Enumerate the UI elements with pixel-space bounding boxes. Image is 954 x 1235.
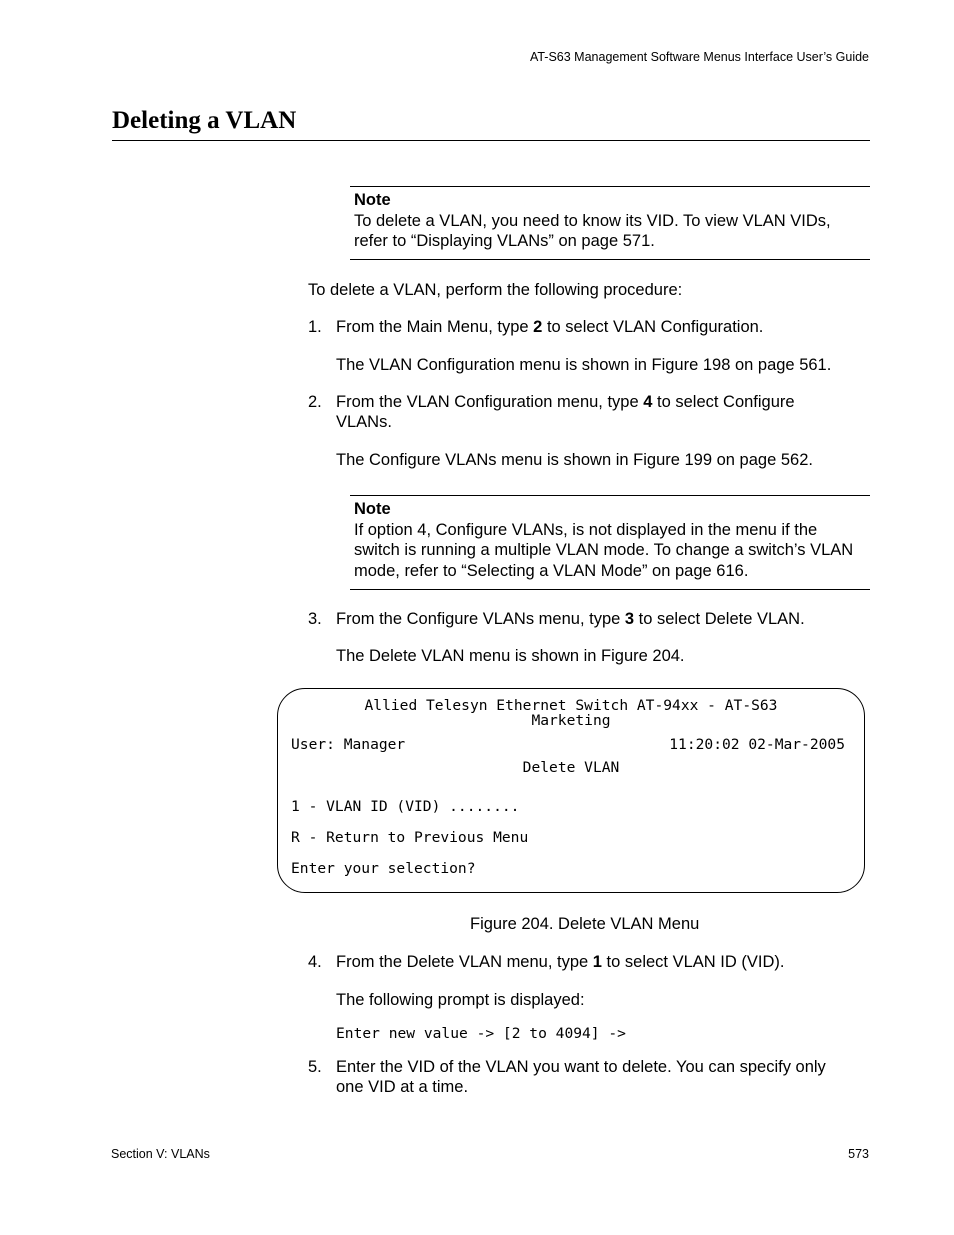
- terminal-prompt: Enter your selection?: [291, 860, 476, 877]
- note-label: Note: [354, 500, 391, 518]
- title-divider: [112, 140, 870, 141]
- step-key: 2: [533, 318, 543, 336]
- step-text: From the Main Menu, type 2 to select VLAN Configuration.: [336, 318, 764, 336]
- step-number: 1.: [308, 318, 322, 336]
- footer-section: Section V: VLANs: [111, 1147, 210, 1161]
- step-text-continued: VLANs.: [336, 413, 392, 431]
- step-text: From the Delete VLAN menu, type 1 to select VLAN ID (VID).: [336, 953, 785, 971]
- prompt-example: Enter new value -> [2 to 4094] ->: [336, 1025, 626, 1042]
- note-text-line: If option 4, Configure VLANs, is not displayed in the menu if the: [354, 520, 818, 539]
- terminal-location: Marketing: [531, 712, 611, 729]
- note-text-line: switch is running a multiple VLAN mode. To change a switch’s VLAN: [354, 541, 854, 559]
- terminal-datetime: 11:20:02 02-Mar-2005: [669, 736, 845, 753]
- step-key: 1: [592, 953, 602, 971]
- step-result: The VLAN Configuration menu is shown in Figure 198 on page 561.: [336, 356, 832, 374]
- terminal-banner: Allied Telesyn Ethernet Switch AT-94xx - AT-S63: [364, 697, 778, 714]
- step-result: The following prompt is displayed:: [336, 991, 585, 1009]
- terminal-option-return: R - Return to Previous Menu: [291, 829, 529, 846]
- step-number: 3.: [308, 610, 322, 628]
- terminal-user: User: Manager: [291, 736, 406, 753]
- step-text: From the VLAN Configuration menu, type 4 to select Configure: [336, 393, 795, 411]
- step-text-continued: one VID at a time.: [336, 1078, 469, 1096]
- step-number: 4.: [308, 953, 322, 971]
- step-number: 5.: [308, 1058, 322, 1076]
- terminal-menu-title: Delete VLAN: [522, 759, 620, 776]
- step-key: 3: [624, 610, 635, 628]
- note-text-line: To delete a VLAN, you need to know its VID. To view VLAN VIDs,: [354, 211, 831, 230]
- intro-paragraph: To delete a VLAN, perform the following procedure:: [308, 281, 683, 299]
- note-label: Note: [354, 191, 391, 209]
- note-box: [350, 186, 870, 260]
- step-key: 4: [643, 393, 653, 411]
- step-text: Enter the VID of the VLAN you want to delete. You can specify only: [336, 1058, 826, 1076]
- page-title: Deleting a VLAN: [112, 107, 297, 134]
- figure-caption: Figure 204. Delete VLAN Menu: [470, 915, 700, 933]
- step-result: The Delete VLAN menu is shown in Figure 204.: [336, 647, 685, 665]
- note-text-line: mode, refer to “Selecting a VLAN Mode” on page 616.: [354, 561, 749, 580]
- terminal-screen: [277, 688, 865, 893]
- step-text: From the Configure VLANs menu, type 3 to select Delete VLAN.: [336, 610, 805, 628]
- step-result: The Configure VLANs menu is shown in Figure 199 on page 562.: [336, 451, 813, 469]
- terminal-option-vlan-id: 1 - VLAN ID (VID) ........: [291, 798, 520, 815]
- page-number: 573: [848, 1147, 869, 1161]
- note-box: [350, 495, 870, 590]
- step-number: 2.: [308, 393, 322, 411]
- running-head: AT-S63 Management Software Menus Interface User’s Guide: [529, 50, 869, 64]
- note-text-line: refer to “Displaying VLANs” on page 571.: [354, 232, 655, 250]
